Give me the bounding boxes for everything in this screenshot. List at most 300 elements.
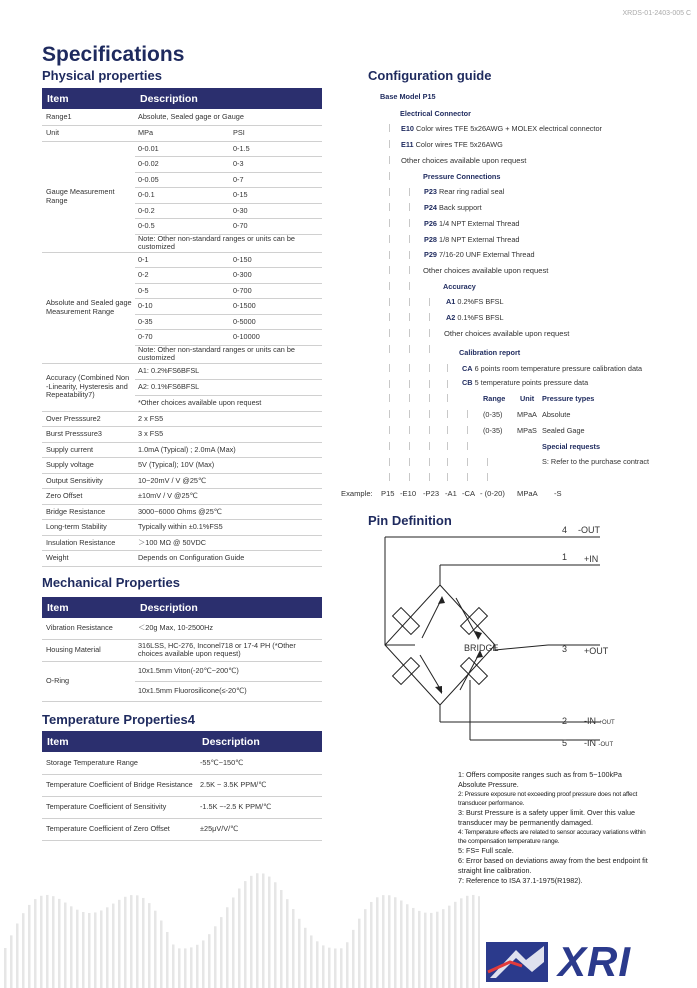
temperature-heading: Temperature Properties4: [42, 712, 195, 727]
wave-bar: [280, 890, 283, 988]
desc: 1/8 NPT External Thread: [439, 235, 520, 244]
code: CA: [462, 364, 473, 373]
spec-label: Supply voltage: [42, 458, 135, 474]
wave-bar: [256, 873, 259, 988]
wave-bar: [148, 903, 151, 988]
guide-bar: [389, 235, 390, 243]
col-item: Item: [42, 731, 197, 752]
config-base: Base Model P15: [380, 92, 436, 101]
code: P23: [424, 187, 437, 196]
note: 2: Pressure exposure not exceeding proof pressure does not affect transducer performance.: [458, 791, 638, 807]
range-value: Absolute, Sealed gage or Gauge: [135, 109, 322, 125]
guide-bar: [389, 282, 390, 290]
config-electrical: Electrical Connector: [400, 109, 471, 118]
note: 4: Temperature effects are related to sensor accuracy variations within the compensation temperature range.: [458, 829, 646, 845]
guide-bar: [389, 203, 390, 211]
wave-bar: [142, 898, 145, 988]
guide-bar: [429, 329, 430, 337]
temp-label: Temperature Coefficient of Zero Offset: [42, 818, 197, 840]
pin2-label: [584, 716, 615, 726]
guide-bar: [409, 313, 410, 321]
guide-bar: [389, 313, 390, 321]
guide-bar: [409, 426, 410, 434]
guide-bar: [429, 473, 430, 481]
config-r1: (0-35): [483, 410, 503, 419]
guide-bar: [409, 394, 410, 402]
example-part: - (0-20): [480, 489, 505, 498]
mechanical-heading: Mechanical Properties: [42, 575, 180, 590]
code: E10: [401, 124, 414, 133]
guide-bar: [389, 364, 390, 372]
config-special: Special requests: [542, 442, 600, 451]
desc: 7/16-20 UNF External Thread: [439, 250, 535, 259]
config-u1: MPaA: [517, 410, 537, 419]
config-calibration: Calibration report: [459, 348, 521, 357]
wave-bar: [262, 874, 265, 988]
logo-mark: [486, 942, 548, 982]
config-t2: Sealed Gage: [542, 426, 585, 435]
col-item: Item: [42, 88, 135, 109]
wave-bar: [202, 940, 205, 988]
wave-bar: [76, 910, 79, 988]
guide-bar: [467, 426, 468, 434]
temp-label: Temperature Coefficient of Sensitivity: [42, 796, 197, 818]
gauge-cell: 0-0.1: [135, 188, 230, 204]
spec-value: 10~20mV / V @25℃: [135, 473, 322, 489]
pin3-label: +OUT: [584, 646, 609, 656]
wave-bar: [346, 942, 349, 988]
gauge-cell: 0-3: [230, 157, 322, 173]
pin5-sub: -OUT: [598, 742, 614, 748]
pin5-label: [584, 738, 613, 748]
guide-bar: [409, 298, 410, 306]
guide-bar: [487, 458, 488, 466]
wave-bar: [388, 895, 391, 988]
spec-label: Insulation Resistance: [42, 535, 135, 551]
desc: 0.2%FS BFSL: [457, 297, 504, 306]
wave-bar: [436, 912, 439, 988]
guide-bar: [389, 219, 390, 227]
code: A1: [446, 297, 456, 306]
config-s: S: Refer to the purchase contract: [542, 457, 650, 466]
wave-bar: [172, 944, 175, 988]
wave-bar: [442, 909, 445, 988]
guide-bar: [447, 410, 448, 418]
guide-bar: [409, 364, 410, 372]
wave-bar: [316, 941, 319, 988]
gauge-range-label: Gauge Measurement Range: [42, 141, 135, 252]
guide-bar: [409, 329, 410, 337]
spec-label: Zero Offset: [42, 489, 135, 505]
mechanical-table: [42, 597, 322, 702]
code: E11: [401, 140, 414, 149]
desc: 5 temperature points pressure data: [474, 378, 589, 387]
guide-bar: [429, 345, 430, 353]
guide-bar: [429, 394, 430, 402]
absolute-cell: 0-2: [135, 268, 230, 284]
spec-value: ＞100 MΩ @ 50VDC: [135, 535, 322, 551]
note: 7: Reference to ISA 37.1-1975(R1982).: [458, 876, 583, 885]
wave-bar: [292, 909, 295, 988]
spec-value: 5V (Typical); 10V (Max): [135, 458, 322, 474]
gauge-cell: 0-0.5: [135, 219, 230, 235]
wave-bar: [136, 895, 139, 988]
guide-bar: [409, 380, 410, 388]
wave-bar: [28, 905, 31, 988]
spec-value: 1.0mA (Typical) ; 2.0mA (Max): [135, 442, 322, 458]
guide-bar: [429, 458, 430, 466]
document-id: XRDS-01-2403-005 C: [622, 10, 691, 17]
vibration-label: Vibration Resistance: [42, 618, 135, 639]
absolute-cell: 0-5000: [230, 314, 322, 330]
gauge-cell: 0-0.02: [135, 157, 230, 173]
wave-bar: [322, 945, 325, 988]
col-description: Description: [197, 731, 322, 752]
wave-bar: [382, 895, 385, 988]
config-other1: Other choices available upon request: [401, 156, 527, 165]
wave-bar: [226, 907, 229, 988]
note: 5: FS= Full scale.: [458, 846, 514, 855]
accuracy-label: Accuracy (Combined Non -Linearity, Hysteresis and Repeatability7): [42, 363, 135, 411]
guide-bar: [389, 394, 390, 402]
gauge-cell: 0-7: [230, 172, 322, 188]
pin4-number: 4: [562, 525, 568, 535]
guide-bar: [409, 473, 410, 481]
spec-label: Over Presssure2: [42, 411, 135, 427]
config-ptype-header: Pressure types: [542, 394, 595, 403]
guide-bar: [447, 458, 448, 466]
note: 6: Error based on deviations away from the best endpoint fit straight line calibration.: [458, 856, 648, 875]
wave-bar: [10, 935, 13, 988]
config-t1: Absolute: [542, 410, 571, 419]
guide-bar: [389, 458, 390, 466]
col-description: Description: [135, 597, 322, 618]
spec-value: Typically within ±0.1%FS5: [135, 520, 322, 536]
wave-bar: [412, 908, 415, 988]
guide-bar: [429, 380, 430, 388]
wave-bar: [214, 926, 217, 988]
wave-bar: [124, 897, 127, 988]
absolute-cell: 0-5: [135, 283, 230, 299]
guide-bar: [429, 313, 430, 321]
guide-bar: [409, 345, 410, 353]
absolute-cell: 0-300: [230, 268, 322, 284]
wave-bar: [250, 876, 253, 988]
wave-bar: [4, 948, 7, 988]
absolute-range-label: Absolute and Sealed gage Measurement Range: [42, 252, 135, 363]
guide-bar: [389, 140, 390, 148]
absolute-cell: 0-1500: [230, 299, 322, 315]
desc: 6 points room temperature pressure calibration data: [474, 364, 643, 373]
spec-value: 2 x FS5: [135, 411, 322, 427]
guide-bar: [409, 251, 410, 259]
wave-bar: [478, 896, 480, 988]
wave-bar: [406, 904, 409, 988]
brand-logo: XRI: [558, 938, 632, 985]
wave-bar: [364, 909, 367, 988]
guide-bar: [467, 410, 468, 418]
wave-bar: [328, 948, 331, 988]
guide-bar: [447, 394, 448, 402]
housing-label: Housing Material: [42, 639, 135, 661]
gauge-cell: 0-0.2: [135, 203, 230, 219]
gauge-cell: 0-0.01: [135, 141, 230, 157]
config-accuracy: Accuracy: [443, 282, 476, 291]
wave-bar: [88, 913, 91, 988]
absolute-cell: 0-150: [230, 252, 322, 268]
gauge-note: Note: Other non-standard ranges or units can be customized: [135, 234, 322, 252]
pin5-number: 5: [562, 738, 568, 748]
spec-value: 3 x FS5: [135, 427, 322, 443]
example-part: -CA: [462, 489, 476, 498]
wave-bar: [352, 930, 355, 988]
guide-bar: [409, 442, 410, 450]
wave-bar: [448, 906, 451, 988]
wave-bar: [166, 932, 169, 988]
config-other3: Other choices available upon request: [444, 329, 570, 338]
wave-bar: [64, 903, 67, 988]
absolute-cell: 0-70: [135, 330, 230, 346]
guide-bar: [409, 266, 410, 274]
guide-bar: [409, 188, 410, 196]
guide-bar: [389, 188, 390, 196]
absolute-cell: 0-35: [135, 314, 230, 330]
accuracy-other: *Other choices available upon request: [135, 395, 322, 411]
guide-bar: [467, 442, 468, 450]
wave-bar: [160, 920, 163, 988]
range-label: Range1: [42, 109, 135, 125]
wave-bar: [286, 899, 289, 988]
config-other2: Other choices available upon request: [423, 266, 549, 275]
desc: Rear ring radial seal: [439, 187, 505, 196]
guide-bar: [467, 473, 468, 481]
wave-bar: [34, 899, 37, 988]
absolute-note: Note: Other non-standard ranges or units can be customized: [135, 345, 322, 363]
wave-bar: [196, 945, 199, 988]
wave-bar: [154, 911, 157, 988]
oring-b: 10x1.5mm Fluorosilicone(≤-20℃): [135, 681, 322, 701]
wave-bar: [208, 934, 211, 988]
housing-value: 316LSS, HC-276, Inconel718 or 17-4 PH (*Other choices available upon request): [135, 639, 322, 661]
config-pressure-connections: Pressure Connections: [423, 172, 501, 181]
guide-bar: [409, 203, 410, 211]
wave-bar: [274, 882, 277, 988]
wave-bar: [424, 913, 427, 988]
wave-bar: [334, 948, 337, 988]
wave-bar: [358, 919, 361, 988]
guide-bar: [429, 442, 430, 450]
note: 3: Burst Pressure is a safety upper limit. Over this value transducer may be permanently damaged.: [458, 808, 635, 827]
guide-bar: [447, 442, 448, 450]
wave-bar: [130, 895, 133, 988]
desc: Color wires TFE 5x26AWG + MOLEX electrical connector: [416, 124, 602, 133]
temp-value: -55℃~150℃: [197, 752, 322, 774]
desc: Color wires TFE 5x26AWG: [415, 140, 503, 149]
guide-bar: [447, 364, 448, 372]
wave-bar: [184, 948, 187, 988]
wave-bar: [112, 904, 115, 988]
pin1-number: 1: [562, 552, 568, 562]
guide-bar: [409, 235, 410, 243]
temp-label: Temperature Coefficient of Bridge Resistance: [42, 774, 197, 796]
wave-bar: [118, 900, 121, 988]
guide-bar: [409, 458, 410, 466]
wave-bar: [400, 900, 403, 988]
guide-bar: [389, 380, 390, 388]
config-example-label: Example:: [341, 489, 373, 498]
wave-bar: [268, 877, 271, 988]
absolute-cell: 0-700: [230, 283, 322, 299]
config-range-header: Range: [483, 394, 506, 403]
wave-bar: [220, 917, 223, 988]
gauge-cell: 0-15: [230, 188, 322, 204]
physical-heading: Physical properties: [42, 68, 162, 83]
guide-bar: [389, 172, 390, 180]
spec-label: Bridge Resistance: [42, 504, 135, 520]
pin3-number: 3: [562, 644, 568, 654]
col-description: Description: [135, 88, 322, 109]
guide-bar: [409, 282, 410, 290]
guide-bar: [429, 410, 430, 418]
physical-table: [42, 88, 322, 567]
wave-bar: [466, 896, 469, 988]
wave-bar: [232, 897, 235, 988]
config-u2: MPaS: [517, 426, 537, 435]
note: 1: Offers composite ranges such as from 5~100kPa Absolute Pressure.: [458, 770, 622, 789]
wave-bar: [94, 912, 97, 988]
wave-bar: [52, 896, 55, 988]
footnotes: [458, 770, 648, 886]
page-title: Specifications: [42, 43, 185, 66]
code: P24: [424, 203, 437, 212]
guide-bar: [447, 473, 448, 481]
code: A2: [446, 313, 456, 322]
desc: Back support: [439, 203, 482, 212]
temp-value: ±25μV/V/℃: [197, 818, 322, 840]
vibration-value: ＜20g Max, 10-2500Hz: [135, 618, 322, 639]
config-heading: Configuration guide: [368, 68, 492, 83]
guide-bar: [487, 473, 488, 481]
gauge-cell: 0-1.5: [230, 141, 322, 157]
wave-bar: [238, 889, 241, 988]
code: P29: [424, 250, 437, 259]
wave-bar: [16, 924, 19, 988]
oring-label: O-Ring: [42, 661, 135, 701]
guide-bar: [389, 345, 390, 353]
oring-a: 10x1.5mm Viton(-20℃~200℃): [135, 661, 322, 681]
guide-bar: [389, 124, 390, 132]
guide-bar: [429, 426, 430, 434]
gauge-cell: 0-0.05: [135, 172, 230, 188]
spec-label: Weight: [42, 551, 135, 567]
wave-bar: [100, 910, 103, 988]
code: P26: [424, 219, 437, 228]
accuracy-a1: A1: 0.2%FS6BFSL: [135, 363, 322, 379]
wave-bar: [40, 896, 43, 988]
spec-value: ±10mV / V @25℃: [135, 489, 322, 505]
spec-label: Output Sensitivity: [42, 473, 135, 489]
guide-bar: [429, 298, 430, 306]
guide-bar: [389, 473, 390, 481]
config-guide-lines: [380, 120, 560, 485]
wave-bar: [370, 902, 373, 988]
pin2-sub: +OUT: [598, 720, 615, 726]
example-part: -A1: [445, 489, 457, 498]
temp-value: 2.5K ~ 3.5K PPM/℃: [197, 774, 322, 796]
wave-bar: [244, 881, 247, 988]
temp-value: -1.5K ~-2.5 K PPM/℃: [197, 796, 322, 818]
example-part: MPaA: [517, 489, 538, 498]
gauge-cell: 0-30: [230, 203, 322, 219]
guide-bar: [389, 156, 390, 164]
config-unit-header: Unit: [520, 394, 535, 403]
wave-bar: [430, 913, 433, 988]
absolute-cell: 0-1: [135, 252, 230, 268]
config-r2: (0-35): [483, 426, 503, 435]
guide-bar: [389, 329, 390, 337]
absolute-cell: 0-10000: [230, 330, 322, 346]
unit-mpa: MPa: [135, 125, 230, 141]
guide-bar: [389, 442, 390, 450]
wave-bar: [190, 947, 193, 988]
code: CB: [462, 378, 473, 387]
absolute-cell: 0-10: [135, 299, 230, 315]
gauge-cell: 0-70: [230, 219, 322, 235]
pin4-label: -OUT: [578, 525, 600, 535]
col-item: Item: [42, 597, 135, 618]
wave-bar: [22, 913, 25, 988]
pin5-main: -IN: [584, 738, 596, 748]
guide-bar: [389, 251, 390, 259]
guide-bar: [389, 426, 390, 434]
desc: 0.1%FS BFSL: [457, 313, 504, 322]
unit-psi: PSI: [230, 125, 322, 141]
bridge-label: BRIDGE: [464, 643, 499, 653]
wave-bar: [46, 895, 49, 988]
wave-bar: [376, 897, 379, 988]
spec-label: Supply current: [42, 442, 135, 458]
wave-bar: [454, 902, 457, 988]
wave-bar: [70, 906, 73, 988]
guide-bar: [467, 458, 468, 466]
pin-heading: Pin Definition: [368, 513, 452, 528]
code: P28: [424, 235, 437, 244]
wave-bar: [178, 948, 181, 988]
example-part: -E10: [400, 489, 417, 498]
wave-bar: [82, 912, 85, 988]
spec-label: Long-term Stability: [42, 520, 135, 536]
guide-bar: [389, 410, 390, 418]
wave-bar: [304, 928, 307, 988]
guide-bar: [447, 380, 448, 388]
wave-bar: [58, 899, 61, 988]
guide-bar: [447, 426, 448, 434]
spec-label: Burst Presssure3: [42, 427, 135, 443]
wave-bar: [472, 895, 475, 988]
wave-bar: [394, 897, 397, 988]
pin1-label: +IN: [584, 554, 599, 564]
guide-bar: [389, 298, 390, 306]
unit-label: Unit: [42, 125, 135, 141]
guide-bar: [409, 410, 410, 418]
wave-bar: [106, 907, 109, 988]
wave-bar: [418, 911, 421, 988]
guide-bar: [409, 219, 410, 227]
example-part: -P23: [423, 489, 440, 498]
wave-bar: [310, 935, 313, 988]
example-part: -S: [554, 489, 562, 498]
temperature-table: [42, 731, 322, 841]
